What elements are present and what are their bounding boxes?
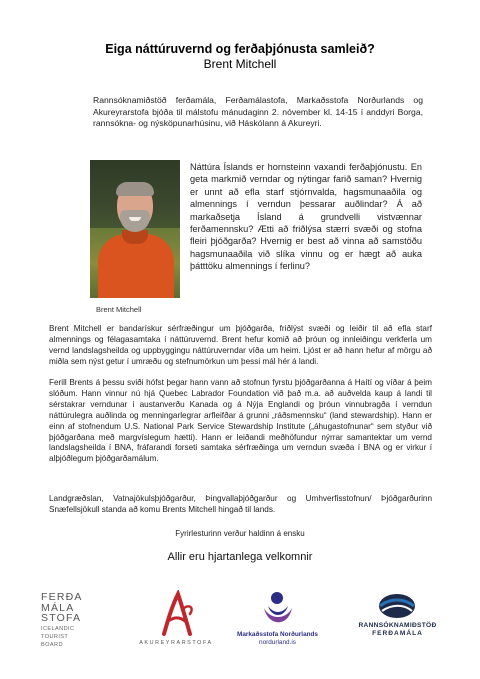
akureyrarstofa-wordmark: AKUREYRARSTOFA <box>139 640 213 646</box>
rannsoknamidstod-globe-icon <box>340 592 455 620</box>
photo-collar <box>122 230 148 244</box>
welcome-text: Allir eru hjartanlega velkomnir <box>167 551 313 563</box>
board-line: BOARD <box>41 641 63 648</box>
markadsstofa-figure-icon <box>230 590 325 630</box>
stofa-line: STOFA <box>41 612 82 624</box>
intro-paragraph: Rannsóknamiðstöð ferðamála, Ferðamálastofa, Markaðsstofa Norðurlands og Akureyrarstofa bjóða til málstofu mánudaginn 2. nóvember kl. 14-15 í anddyri Borga, rannsókna- og nýsköpunarhúsinu, við Háskólann á Akureyri. <box>93 95 423 129</box>
markadsstofa-name: Markaðsstofa Norðurlands <box>237 631 318 638</box>
photo-hair <box>116 182 154 196</box>
bio-paragraph: Brent Mitchell er bandarískur sérfræðingur um þjóðgarða, friðlýst svæði og leiðir til að efla starf almennings og félagasamtaka í náttúruvernd. Brent hefur komið að þróun og innleiðingu verkferla um vernd landslagsheilda og uppbyggingu náttúruverndar víða um heim. Ljóst er að hann hefur af mörgu að miðla sem nýst getur í umræðu og stefnumörkun um þessi mál hér á landi. <box>49 324 432 366</box>
speaker-name: Brent Mitchell <box>203 57 277 71</box>
rannsoknamidstod-line2: FERÐAMÁLA <box>372 630 423 637</box>
rannsoknamidstod-logo <box>340 592 455 642</box>
rannsoknamidstod-line1: RANNSÓKNAMIÐSTÖÐ <box>358 622 437 629</box>
akureyri-a-icon <box>128 590 224 638</box>
question-paragraph: Náttúra Íslands er hornsteinn vaxandi ferðaþjónustu. En geta markmið verndar og nýtingar farið saman? Hvernig er unnt að efla starf stjórnvalda, hagsmunaaðila og almennings í verndun þessarar auðlindar? Á að markaðsetja Ísland á grundvelli vistvænnar ferðamennsku? Ætti að friðlýsa stærri svæði og stofna fleiri þjóðgarða? Hvernig er best að vinna að samstöðu hagsmunaaðila við slíka vinnu og er hægt að auka þátttöku almennings í ferlinu? <box>190 162 422 272</box>
icelandic-line: ICELANDIC <box>41 625 75 632</box>
tourist-line: TOURIST <box>41 633 69 640</box>
markadsstofa-url: nordurland.is <box>259 639 296 646</box>
speaker-photo <box>90 160 180 298</box>
mala-line: MÁLA <box>41 601 75 614</box>
ferda-line: FERÐA <box>41 591 83 603</box>
page-title: Eiga náttúruvernd og ferðaþjónusta samleið? <box>105 42 375 56</box>
sponsors-paragraph: Landgræðslan, Vatnajökulsþjóðgarður, Þingvallaþjóðgarður og Umhverfisstofnun/ Þjóðgarðurinn Snæfellsjökull standa að komu Brents Mitchell hingað til lands. <box>49 494 432 514</box>
markadsstofa-logo <box>230 590 325 654</box>
photo-caption: Brent Mitchell <box>96 305 142 314</box>
ferdamalastofa-logo <box>41 592 101 648</box>
akureyrarstofa-logo <box>128 590 224 650</box>
career-paragraph: Ferill Brents á þessu sviði hófst þegar hann vann að stofnun fyrstu þjóðgarðanna á Haítí og víðar á þeim slóðum. Hann vinnur nú hjá Quebec Labrador Foundation við það m.a. að auðvelda kaup á landi til sérstakrar verndunar í austanverðu Kanada og á Nýja Englandi og þróun vinnubragða í verndun náttúrulegra auðlinda og menningarlegrar arfleifðar á grunni „ráðsmennsku“ (land stewardship). Hann er einn af stofnendum U.S. National Park Service Stewardship Institute („áhugastofnunar“ sem styður við þjóðgarðana með margvíslegum hætti). Hann er leiðandi meðhöfundur nýrrar samantektar um vernd landslagsheilda í BNA, fráfarandi forseti samtaka sérfræðinga um verndun svæða í BNA og er virkur í alþjóðlegum þjóðgarðamálum. <box>49 378 432 464</box>
language-note: Fyrirlesturinn verður haldinn á ensku <box>175 529 305 538</box>
